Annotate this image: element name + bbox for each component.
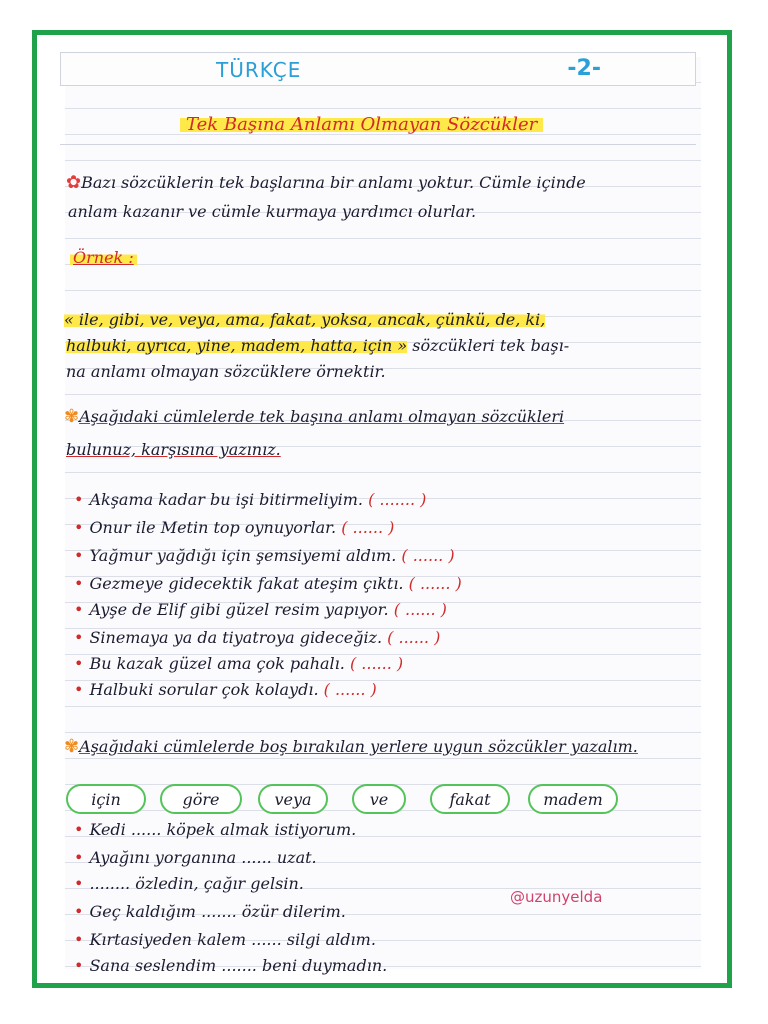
list-item: • Onur ile Metin top oynuyorlar. ( ...... ) [74, 518, 395, 537]
section1-line-2: bulunuz, karşısına yazınız. [66, 440, 281, 459]
answer-blank[interactable]: ( ...... ) [408, 574, 462, 593]
answer-blank[interactable]: ( ...... ) [393, 600, 447, 619]
list-item: • Geç kaldığım ....... özür dilerim. [74, 902, 346, 921]
flower-icon: ✾ [64, 736, 80, 757]
example-line-2: halbuki, ayrıca, yine, madem, hatta, için » sözcükleri tek başı- [66, 336, 570, 355]
list-item: • Sana seslendim ....... beni duymadın. [74, 956, 388, 975]
word-chip[interactable]: veya [258, 784, 328, 814]
page-number: -2- [567, 56, 601, 81]
answer-blank[interactable]: ( ...... ) [341, 518, 395, 537]
watermark: @uzunyelda [510, 888, 603, 906]
list-item: • Sinemaya ya da tiyatroya gideceğiz. ( ...... ) [74, 628, 441, 647]
list-item: • Akşama kadar bu işi bitirmeliyim. ( ....... ) [74, 490, 427, 509]
answer-blank[interactable]: ( ...... ) [323, 680, 377, 699]
section2-line-1: ✾Aşağıdaki cümlelerde boş bırakılan yerlere uygun sözcükler yazalım. [64, 736, 638, 757]
subject-title: TÜRKÇE [216, 58, 302, 82]
list-item: • Kırtasiyeden kalem ...... silgi aldım. [74, 930, 376, 949]
word-chip[interactable]: madem [528, 784, 618, 814]
list-item: • Bu kazak güzel ama çok pahalı. ( ...... ) [74, 654, 404, 673]
intro-line-1: ✿Bazı sözcüklerin tek başlarına bir anlamı yoktur. Cümle içinde [66, 172, 586, 193]
example-line-1: « ile, gibi, ve, veya, ama, fakat, yoksa, ancak, çünkü, de, ki, [64, 310, 546, 329]
page-title: Tek Başına Anlamı Olmayan Sözcükler [180, 114, 543, 135]
answer-blank[interactable]: ( ...... ) [349, 654, 404, 673]
section1-line-1: ✾Aşağıdaki cümlelerde tek başına anlamı olmayan sözcükleri [64, 406, 565, 427]
list-item: • Ayağını yorganına ...... uzat. [74, 848, 317, 867]
answer-blank[interactable]: ( ....... ) [368, 490, 427, 509]
word-chip[interactable]: göre [160, 784, 242, 814]
list-item: • Gezmeye gidecektik fakat ateşim çıktı. ( ...... ) [74, 574, 462, 593]
list-item: • Halbuki sorular çok kolaydı. ( ...... ) [74, 680, 377, 699]
list-item: • Kedi ...... köpek almak istiyorum. [74, 820, 357, 839]
list-item: • Ayşe de Elif gibi güzel resim yapıyor. ( ...... ) [74, 600, 447, 619]
intro-line-2: anlam kazanır ve cümle kurmaya yardımcı olurlar. [68, 202, 477, 221]
list-item: • ........ özledin, çağır gelsin. [74, 874, 304, 893]
answer-blank[interactable]: ( ...... ) [387, 628, 441, 647]
word-chip[interactable]: ve [352, 784, 406, 814]
word-chip[interactable]: için [66, 784, 146, 814]
answer-blank[interactable]: ( ...... ) [401, 546, 455, 565]
word-chip[interactable]: fakat [430, 784, 510, 814]
flower-icon: ✿ [66, 172, 82, 193]
example-label: Örnek : [70, 248, 137, 267]
example-line-3: na anlamı olmayan sözcüklere örnektir. [66, 362, 386, 381]
list-item: • Yağmur yağdığı için şemsiyemi aldım. ( ...... ) [74, 546, 455, 565]
flower-icon: ✾ [64, 406, 80, 427]
title-box [60, 104, 696, 145]
header-bar [60, 52, 696, 86]
